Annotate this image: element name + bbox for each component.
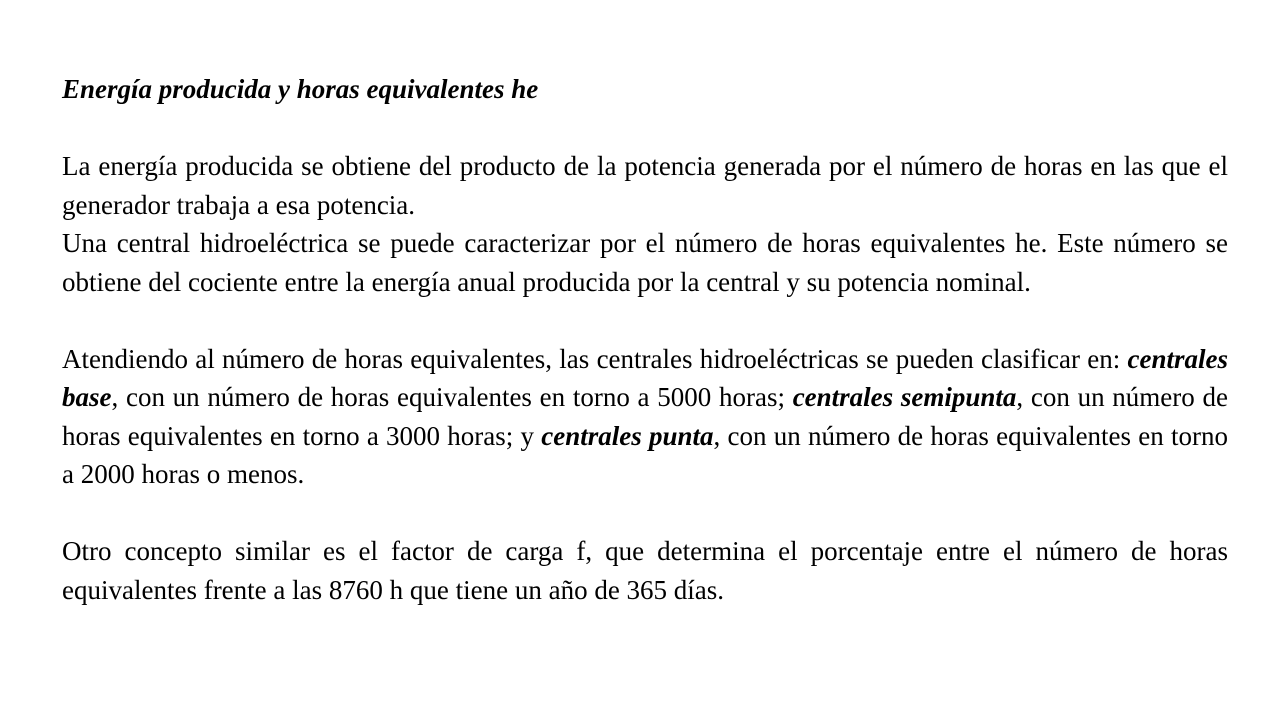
classification-text-punta: , con un número de horas equivalentes en torno a 2000 horas o menos. [62, 420, 1228, 489]
term-centrales-punta: centrales punta [541, 420, 714, 451]
spacer [62, 301, 1228, 340]
classification-text-base: , con un número de horas equivalentes en torno a 5000 horas; [111, 382, 793, 412]
classification-text-intro: Atendiendo al número de horas equivalentes, las centrales hidroeléctricas se pueden clasificar en: [62, 343, 1128, 374]
term-centrales-base: centrales base [62, 343, 1228, 412]
paragraph-energy-definition: La energía producida se obtiene del producto de la potencia generada por el número de horas en las que el generador trabaja a esa potencia. [62, 151, 1228, 220]
spacer [62, 494, 1228, 533]
paragraph-equivalent-hours: Una central hidroeléctrica se puede caracterizar por el número de horas equivalentes he. Este número se obtiene del cociente entre la energía anual producida por la central y su potencia nominal. [62, 228, 1228, 297]
slide-content [62, 70, 1228, 609]
slide-title: Energía producida y horas equivalentes he [62, 74, 539, 104]
term-centrales-semipunta: centrales semipunta [792, 382, 1017, 412]
classification-text-semipunta: , con un número de horas equivalentes en torno a 3000 horas; y [62, 382, 1228, 451]
spacer [62, 109, 1228, 148]
paragraph-load-factor: Otro concepto similar es el factor de carga f, que determina el porcentaje entre el número de horas equivalentes frente a las 8760 h que tiene un año de 365 días. [62, 536, 1228, 605]
paragraph-classification [62, 340, 1228, 494]
